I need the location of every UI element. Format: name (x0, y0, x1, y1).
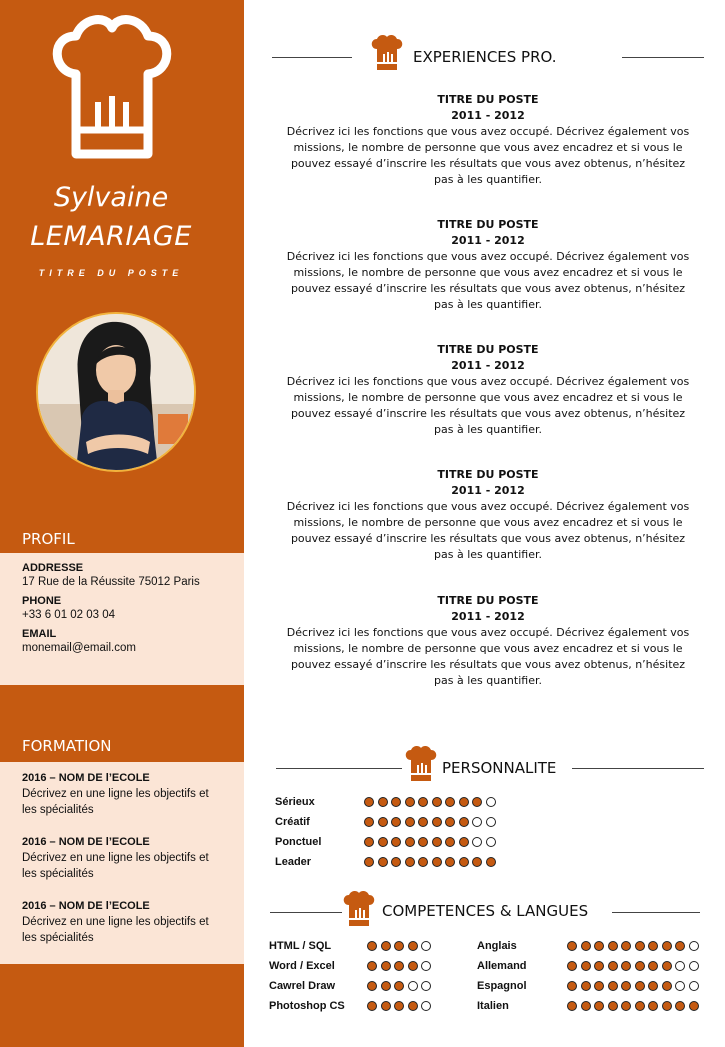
rating-dot-filled (367, 1001, 377, 1011)
experience-dates: 2011 - 2012 (451, 109, 525, 122)
rating-dot-filled (662, 981, 672, 991)
rating-dot-filled (567, 961, 577, 971)
formation-item-title: 2016 – NOM DE l’ECOLE (22, 836, 150, 848)
rating-dots (567, 981, 699, 991)
rating-dot-filled (472, 797, 482, 807)
rating-row (275, 793, 315, 811)
experience-dates: 2011 - 2012 (451, 610, 525, 623)
rating-dot-filled (418, 837, 428, 847)
rating-dot-filled (432, 797, 442, 807)
rating-dot-filled (594, 981, 604, 991)
rating-dot-filled (662, 961, 672, 971)
rating-dot-filled (662, 941, 672, 951)
chef-hat-icon (404, 745, 438, 783)
rating-dot-filled (567, 981, 577, 991)
rating-dot-filled (621, 961, 631, 971)
experience-title: TITRE DU POSTE (437, 218, 539, 231)
profil-box (0, 553, 244, 685)
chef-hat-icon (46, 14, 178, 160)
rating-dot-filled (594, 1001, 604, 1011)
rating-dot-empty (689, 941, 699, 951)
experiences-title: EXPERIENCES PRO. (413, 48, 557, 66)
rating-dot-filled (608, 941, 618, 951)
rating-dot-filled (459, 797, 469, 807)
phone-value: +33 6 01 02 03 04 (22, 609, 116, 621)
chef-hat-icon (342, 890, 376, 928)
rating-dot-filled (635, 941, 645, 951)
rating-dot-filled (381, 941, 391, 951)
rating-dot-filled (648, 981, 658, 991)
rating-label: Espagnol (477, 980, 527, 992)
experience-item (282, 467, 694, 563)
experience-title: TITRE DU POSTE (437, 93, 539, 106)
rating-row (275, 833, 321, 851)
rating-dot-filled (405, 857, 415, 867)
rating-dot-filled (381, 1001, 391, 1011)
email-value: monemail@email.com (22, 642, 136, 654)
rating-dot-filled (364, 857, 374, 867)
address-value: 17 Rue de la Réussite 75012 Paris (22, 576, 200, 588)
personnalite-title: PERSONNALITE (442, 759, 557, 777)
rating-dot-filled (567, 1001, 577, 1011)
rating-dot-filled (432, 837, 442, 847)
rating-dot-filled (648, 941, 658, 951)
rating-dot-filled (405, 797, 415, 807)
rating-dot-filled (381, 981, 391, 991)
rating-dot-filled (445, 857, 455, 867)
experience-title: TITRE DU POSTE (437, 468, 539, 481)
rating-dot-filled (408, 1001, 418, 1011)
rating-dot-filled (408, 961, 418, 971)
rating-dot-filled (394, 941, 404, 951)
rating-dot-empty (689, 961, 699, 971)
rating-dots (364, 817, 496, 827)
rating-dot-filled (472, 857, 482, 867)
rating-dot-filled (635, 1001, 645, 1011)
rating-dot-filled (648, 961, 658, 971)
rating-dot-filled (635, 961, 645, 971)
chef-hat-icon (370, 34, 404, 72)
last-name: LEMARIAGE (30, 221, 192, 252)
rating-dot-empty (408, 981, 418, 991)
rating-dot-filled (689, 1001, 699, 1011)
rating-dot-filled (621, 1001, 631, 1011)
rating-row (275, 813, 310, 831)
rating-dots (367, 961, 431, 971)
rating-dots (364, 837, 496, 847)
experience-desc: Décrivez ici les fonctions que vous avez occupé. Décrivez également vos missions, le nombre de personne que vous avez encadrez et si vous le pouvez essayé d’inscrire les résultats que vous avez obtenus, n’hésitez pas à les quantifier. (286, 250, 690, 311)
experience-desc: Décrivez ici les fonctions que vous avez occupé. Décrivez également vos missions, le nombre de personne que vous avez encadrez et si vous le pouvez essayé d’inscrire les résultats que vous avez obtenus, n’hésitez pas à les quantifier. (286, 500, 690, 561)
rating-dot-empty (472, 837, 482, 847)
rating-dot-filled (581, 981, 591, 991)
rating-dot-filled (367, 961, 377, 971)
rating-label: Italien (477, 1000, 509, 1012)
rating-row (477, 937, 517, 955)
competences-title: COMPETENCES & LANGUES (382, 902, 589, 920)
rating-row (477, 997, 509, 1015)
rating-row (269, 957, 335, 975)
rating-dot-filled (648, 1001, 658, 1011)
experience-dates: 2011 - 2012 (451, 484, 525, 497)
divider (572, 768, 704, 769)
rating-dot-empty (486, 817, 496, 827)
rating-dot-filled (581, 1001, 591, 1011)
rating-dots (567, 941, 699, 951)
rating-dot-filled (381, 961, 391, 971)
sidebar (0, 0, 244, 1047)
first-name: Sylvaine (53, 182, 169, 213)
rating-dot-empty (486, 797, 496, 807)
formation-box (0, 762, 244, 964)
profile-photo (36, 312, 196, 472)
rating-dot-empty (421, 981, 431, 991)
rating-dot-filled (581, 961, 591, 971)
rating-dot-filled (432, 857, 442, 867)
rating-dot-filled (567, 941, 577, 951)
rating-dot-filled (635, 981, 645, 991)
rating-dot-filled (459, 857, 469, 867)
rating-dot-filled (445, 817, 455, 827)
rating-dot-empty (486, 837, 496, 847)
rating-dot-filled (445, 797, 455, 807)
experience-item (282, 92, 694, 188)
rating-dots (567, 961, 699, 971)
rating-dot-filled (364, 797, 374, 807)
rating-dot-empty (675, 981, 685, 991)
rating-label: Créatif (275, 816, 310, 828)
rating-dots (367, 981, 431, 991)
rating-dot-filled (621, 981, 631, 991)
formation-title: FORMATION (22, 737, 112, 755)
rating-row (269, 977, 335, 995)
experience-desc: Décrivez ici les fonctions que vous avez occupé. Décrivez également vos missions, le nombre de personne que vous avez encadrez et si vous le pouvez essayé d’inscrire les résultats que vous avez obtenus, n’hésitez pas à les quantifier. (286, 626, 690, 687)
rating-dot-filled (662, 1001, 672, 1011)
rating-dot-filled (367, 941, 377, 951)
email-label: EMAIL (22, 628, 57, 640)
rating-dot-filled (367, 981, 377, 991)
rating-label: HTML / SQL (269, 940, 332, 952)
rating-dot-filled (418, 857, 428, 867)
rating-dot-filled (594, 961, 604, 971)
rating-dot-filled (608, 961, 618, 971)
rating-dot-filled (364, 837, 374, 847)
formation-item-desc: Décrivez en une ligne les objectifs et les spécialités (22, 916, 209, 944)
divider (276, 768, 402, 769)
rating-dot-empty (421, 941, 431, 951)
rating-dot-empty (689, 981, 699, 991)
rating-dot-filled (608, 1001, 618, 1011)
rating-dot-filled (405, 817, 415, 827)
rating-dot-filled (432, 817, 442, 827)
rating-label: Ponctuel (275, 836, 322, 848)
experience-item (282, 217, 694, 313)
divider (622, 57, 704, 58)
rating-dot-empty (675, 961, 685, 971)
rating-dot-filled (378, 837, 388, 847)
formation-item (22, 834, 214, 882)
rating-label: Sérieux (275, 796, 315, 808)
rating-row (269, 937, 331, 955)
rating-dot-filled (459, 837, 469, 847)
experience-item (282, 342, 694, 438)
rating-dot-empty (421, 1001, 431, 1011)
rating-dot-filled (378, 857, 388, 867)
rating-dot-filled (675, 1001, 685, 1011)
rating-dots (367, 1001, 431, 1011)
rating-dot-filled (391, 837, 401, 847)
rating-dot-filled (378, 817, 388, 827)
experience-desc: Décrivez ici les fonctions que vous avez occupé. Décrivez également vos missions, le nombre de personne que vous avez encadrez et si vous le pouvez essayé d’inscrire les résultats que vous avez obtenus, n’hésitez pas à les quantifier. (286, 375, 690, 436)
formation-item-desc: Décrivez en une ligne les objectifs et les spécialités (22, 852, 209, 880)
rating-dot-filled (408, 941, 418, 951)
rating-dots (367, 941, 431, 951)
rating-label: Cawrel Draw (269, 980, 336, 992)
rating-dot-filled (364, 817, 374, 827)
rating-dot-filled (405, 837, 415, 847)
experience-title: TITRE DU POSTE (437, 594, 539, 607)
formation-item-title: 2016 – NOM DE l’ECOLE (22, 900, 150, 912)
experience-dates: 2011 - 2012 (451, 359, 525, 372)
rating-dot-filled (391, 797, 401, 807)
rating-row (477, 957, 527, 975)
rating-dot-filled (418, 817, 428, 827)
rating-dot-filled (391, 857, 401, 867)
experience-title: TITRE DU POSTE (437, 343, 539, 356)
rating-dot-filled (621, 941, 631, 951)
rating-dot-filled (418, 797, 428, 807)
rating-row (477, 977, 527, 995)
experience-dates: 2011 - 2012 (451, 234, 525, 247)
job-title: TITRE DU POSTE (38, 268, 184, 278)
experience-desc: Décrivez ici les fonctions que vous avez occupé. Décrivez également vos missions, le nombre de personne que vous avez encadrez et si vous le pouvez essayé d’inscrire les résultats que vous avez obtenus, n’hésitez pas à les quantifier. (286, 125, 690, 186)
formation-item-desc: Décrivez en une ligne les objectifs et les spécialités (22, 788, 209, 816)
portrait-image (38, 314, 194, 470)
rating-dot-filled (581, 941, 591, 951)
rating-dot-filled (608, 981, 618, 991)
rating-dot-filled (486, 857, 496, 867)
divider (272, 57, 352, 58)
rating-dot-filled (378, 797, 388, 807)
profil-title: PROFIL (22, 530, 75, 548)
rating-dot-empty (421, 961, 431, 971)
experience-item (282, 593, 694, 689)
rating-dot-filled (394, 961, 404, 971)
rating-label: Leader (275, 856, 312, 868)
rating-dot-filled (394, 981, 404, 991)
rating-dot-filled (594, 941, 604, 951)
rating-dots (567, 1001, 699, 1011)
rating-dot-empty (472, 817, 482, 827)
divider (612, 912, 700, 913)
formation-item (22, 770, 214, 818)
formation-item (22, 898, 214, 946)
rating-dots (364, 797, 496, 807)
rating-dot-filled (445, 837, 455, 847)
formation-item-title: 2016 – NOM DE l’ECOLE (22, 772, 150, 784)
rating-dot-filled (675, 941, 685, 951)
rating-row (275, 853, 311, 871)
address-label: ADDRESSE (22, 562, 84, 574)
rating-dot-filled (394, 1001, 404, 1011)
rating-label: Anglais (477, 940, 517, 952)
divider (270, 912, 342, 913)
rating-row (269, 997, 345, 1015)
phone-label: PHONE (22, 595, 62, 607)
rating-dot-filled (459, 817, 469, 827)
rating-dot-filled (391, 817, 401, 827)
rating-label: Allemand (477, 960, 527, 972)
rating-label: Word / Excel (269, 960, 335, 972)
rating-label: Photoshop CS (269, 1000, 345, 1012)
rating-dots (364, 857, 496, 867)
